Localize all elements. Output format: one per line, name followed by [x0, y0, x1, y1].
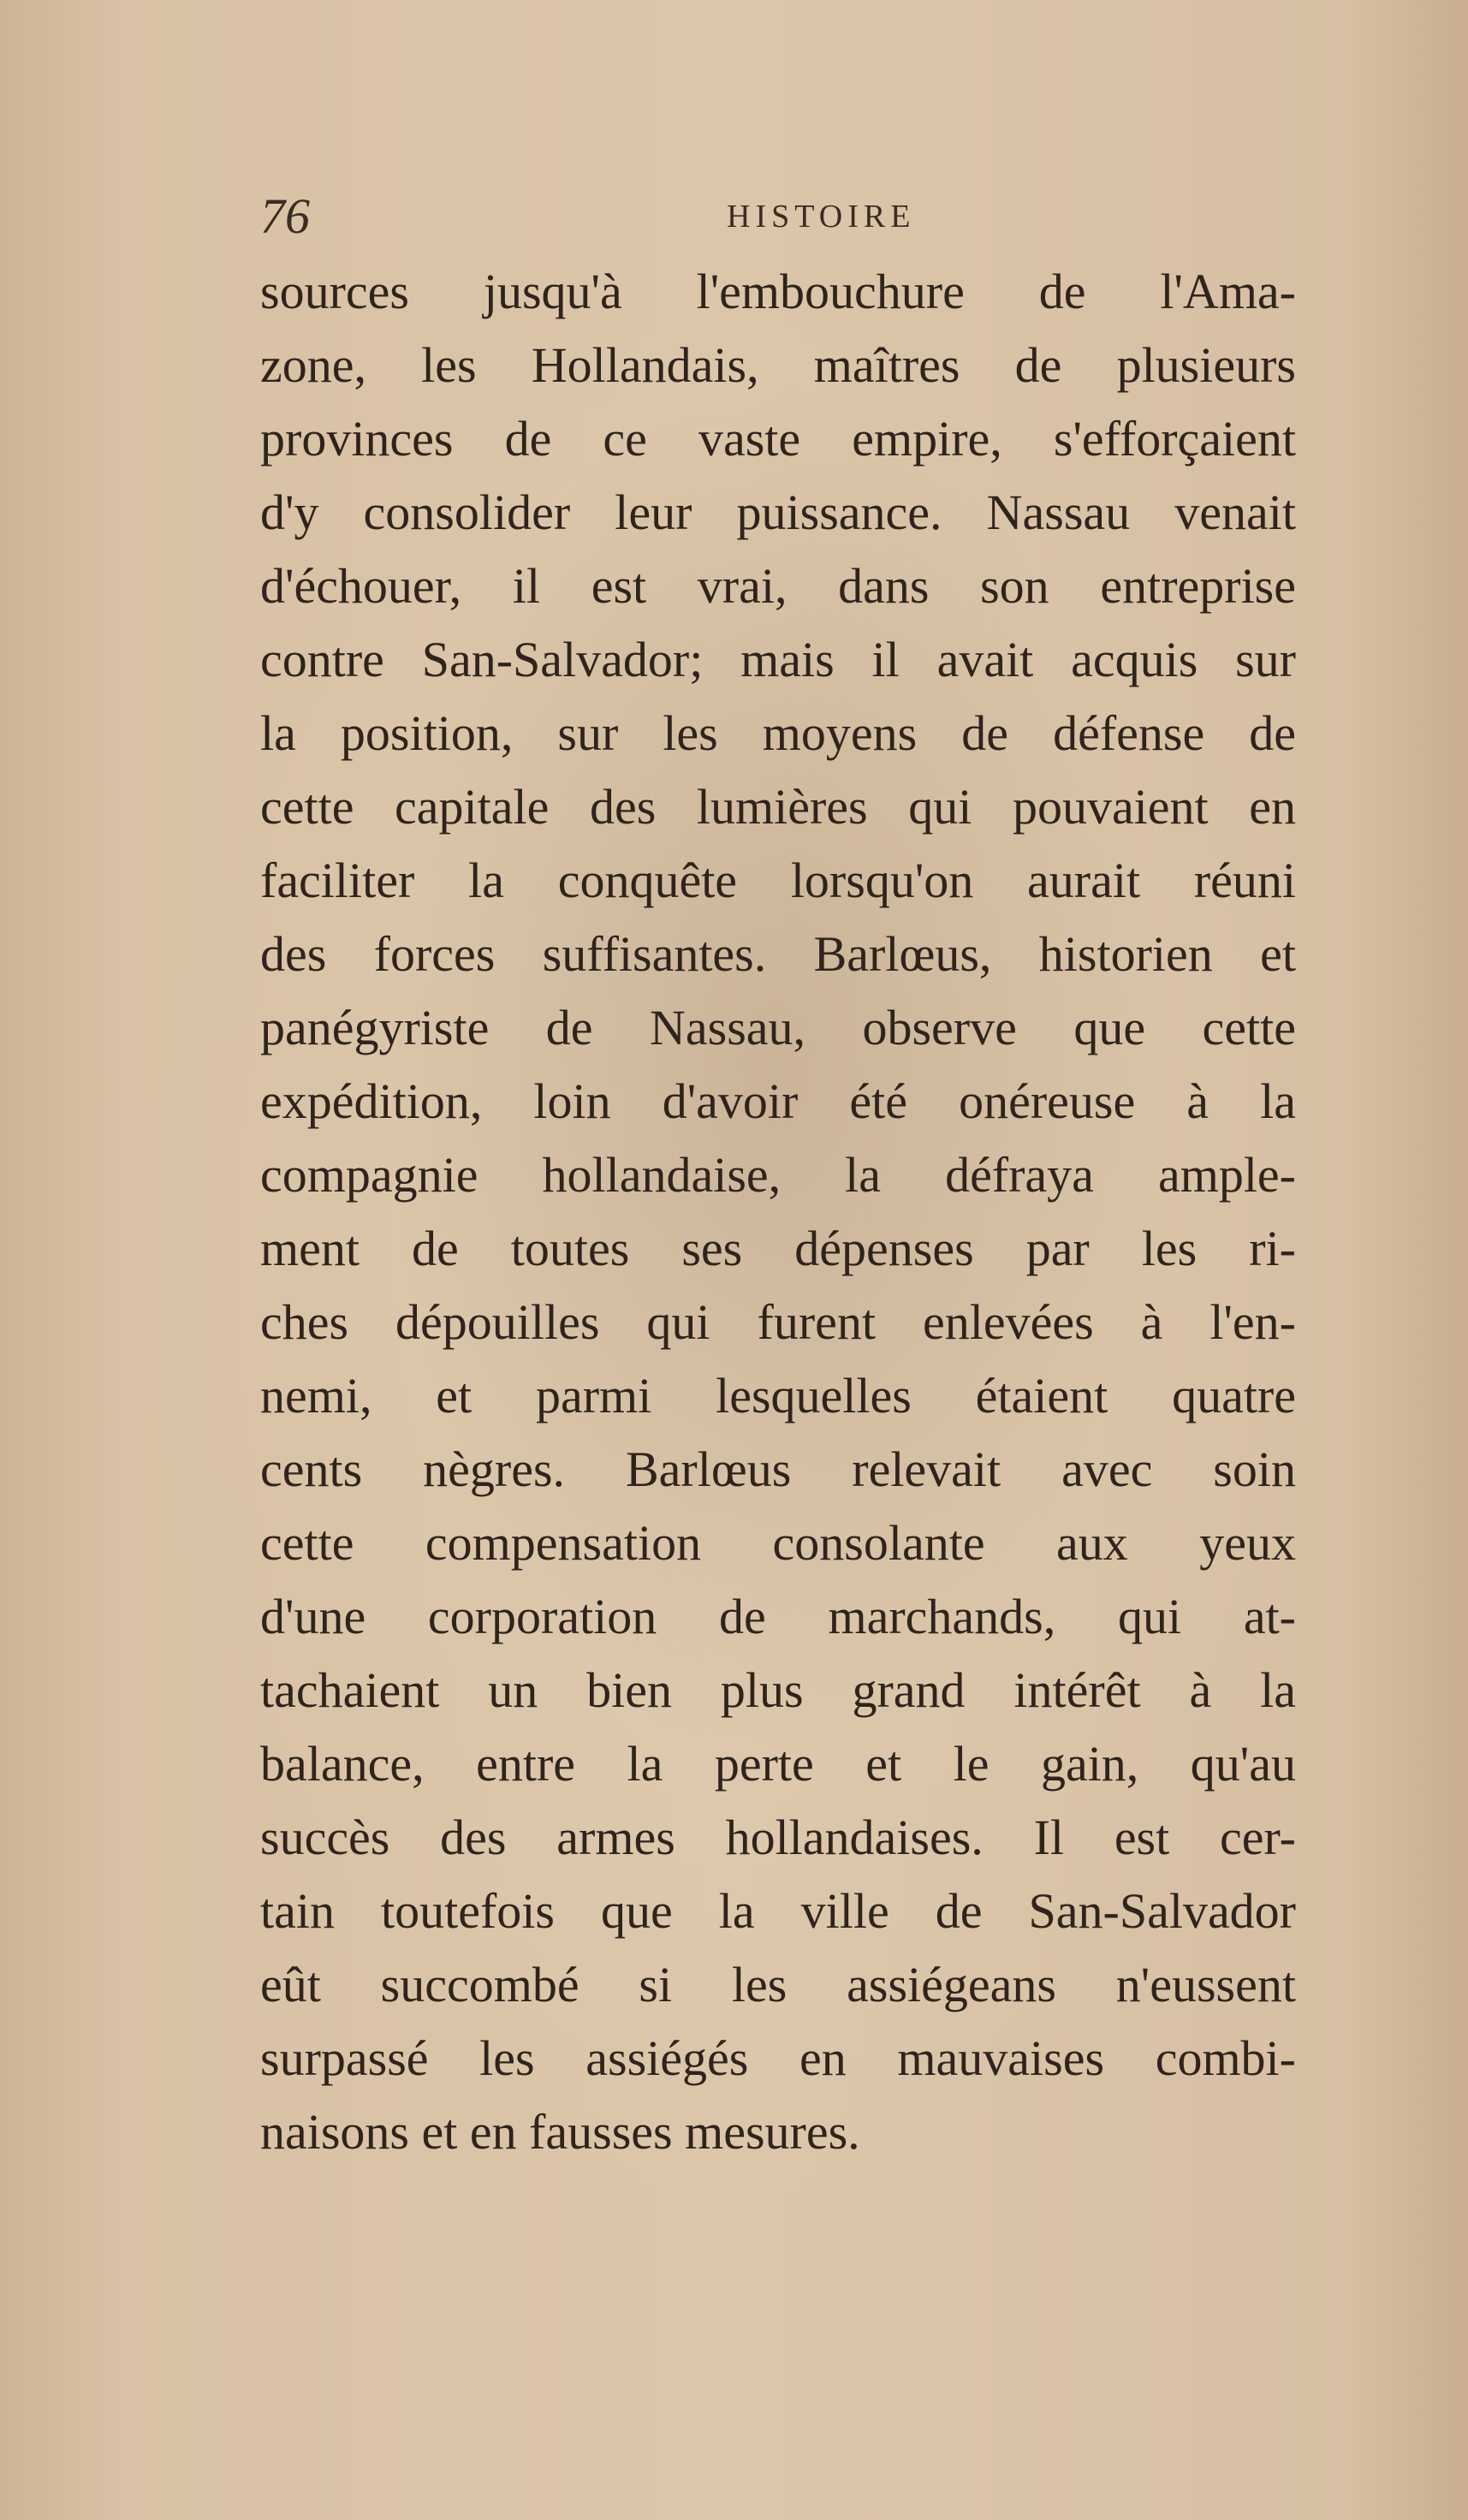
text-line: tain toutefois que la ville de San-Salvador: [260, 1883, 1296, 1939]
text-line: d'une corporation de marchands, qui at-: [260, 1589, 1296, 1644]
text-line: faciliter la conquête lorsqu'on aurait réuni: [260, 853, 1296, 908]
text-line: cette capitale des lumières qui pouvaient en: [260, 779, 1296, 835]
text-line: panégyriste de Nassau, observe que cette: [260, 1000, 1296, 1055]
running-head: HISTOIRE: [727, 199, 916, 235]
text-line: expédition, loin d'avoir été onéreuse à la: [260, 1073, 1296, 1129]
text-line: la position, sur les moyens de défense de: [260, 705, 1296, 761]
text-line: succès des armes hollandaises. Il est cer-: [260, 1810, 1296, 1865]
text-line: surpassé les assiégés en mauvaises combi-: [260, 2030, 1296, 2086]
text-line: cette compensation consolante aux yeux: [260, 1515, 1296, 1571]
page-number: 76: [260, 188, 310, 244]
text-line: naisons et en fausses mesures.: [260, 2104, 860, 2160]
text-line: zone, les Hollandais, maîtres de plusieurs: [260, 337, 1296, 393]
text-line: ment de toutes ses dépenses par les ri-: [260, 1221, 1296, 1276]
text-line: compagnie hollandaise, la défraya ample-: [260, 1147, 1296, 1203]
page-header: [260, 187, 1296, 247]
text-line: des forces suffisantes. Barlœus, historien et: [260, 926, 1296, 982]
text-line: d'y consolider leur puissance. Nassau venait: [260, 484, 1296, 540]
text-line: tachaient un bien plus grand intérêt à la: [260, 1662, 1296, 1718]
text-line: eût succombé si les assiégeans n'eussent: [260, 1957, 1296, 2012]
text-line: provinces de ce vaste empire, s'efforçaient: [260, 411, 1296, 467]
text-line: balance, entre la perte et le gain, qu'au: [260, 1736, 1296, 1792]
body-text: [260, 255, 1296, 2169]
text-line: nemi, et parmi lesquelles étaient quatre: [260, 1368, 1296, 1423]
text-line: ches dépouilles qui furent enlevées à l'en-: [260, 1294, 1296, 1350]
text-line: cents nègres. Barlœus relevait avec soin: [260, 1441, 1296, 1497]
text-line: sources jusqu'à l'embouchure de l'Ama-: [260, 264, 1296, 319]
text-line: d'échouer, il est vrai, dans son entreprise: [260, 558, 1296, 614]
text-line: contre San-Salvador; mais il avait acquis sur: [260, 632, 1296, 687]
